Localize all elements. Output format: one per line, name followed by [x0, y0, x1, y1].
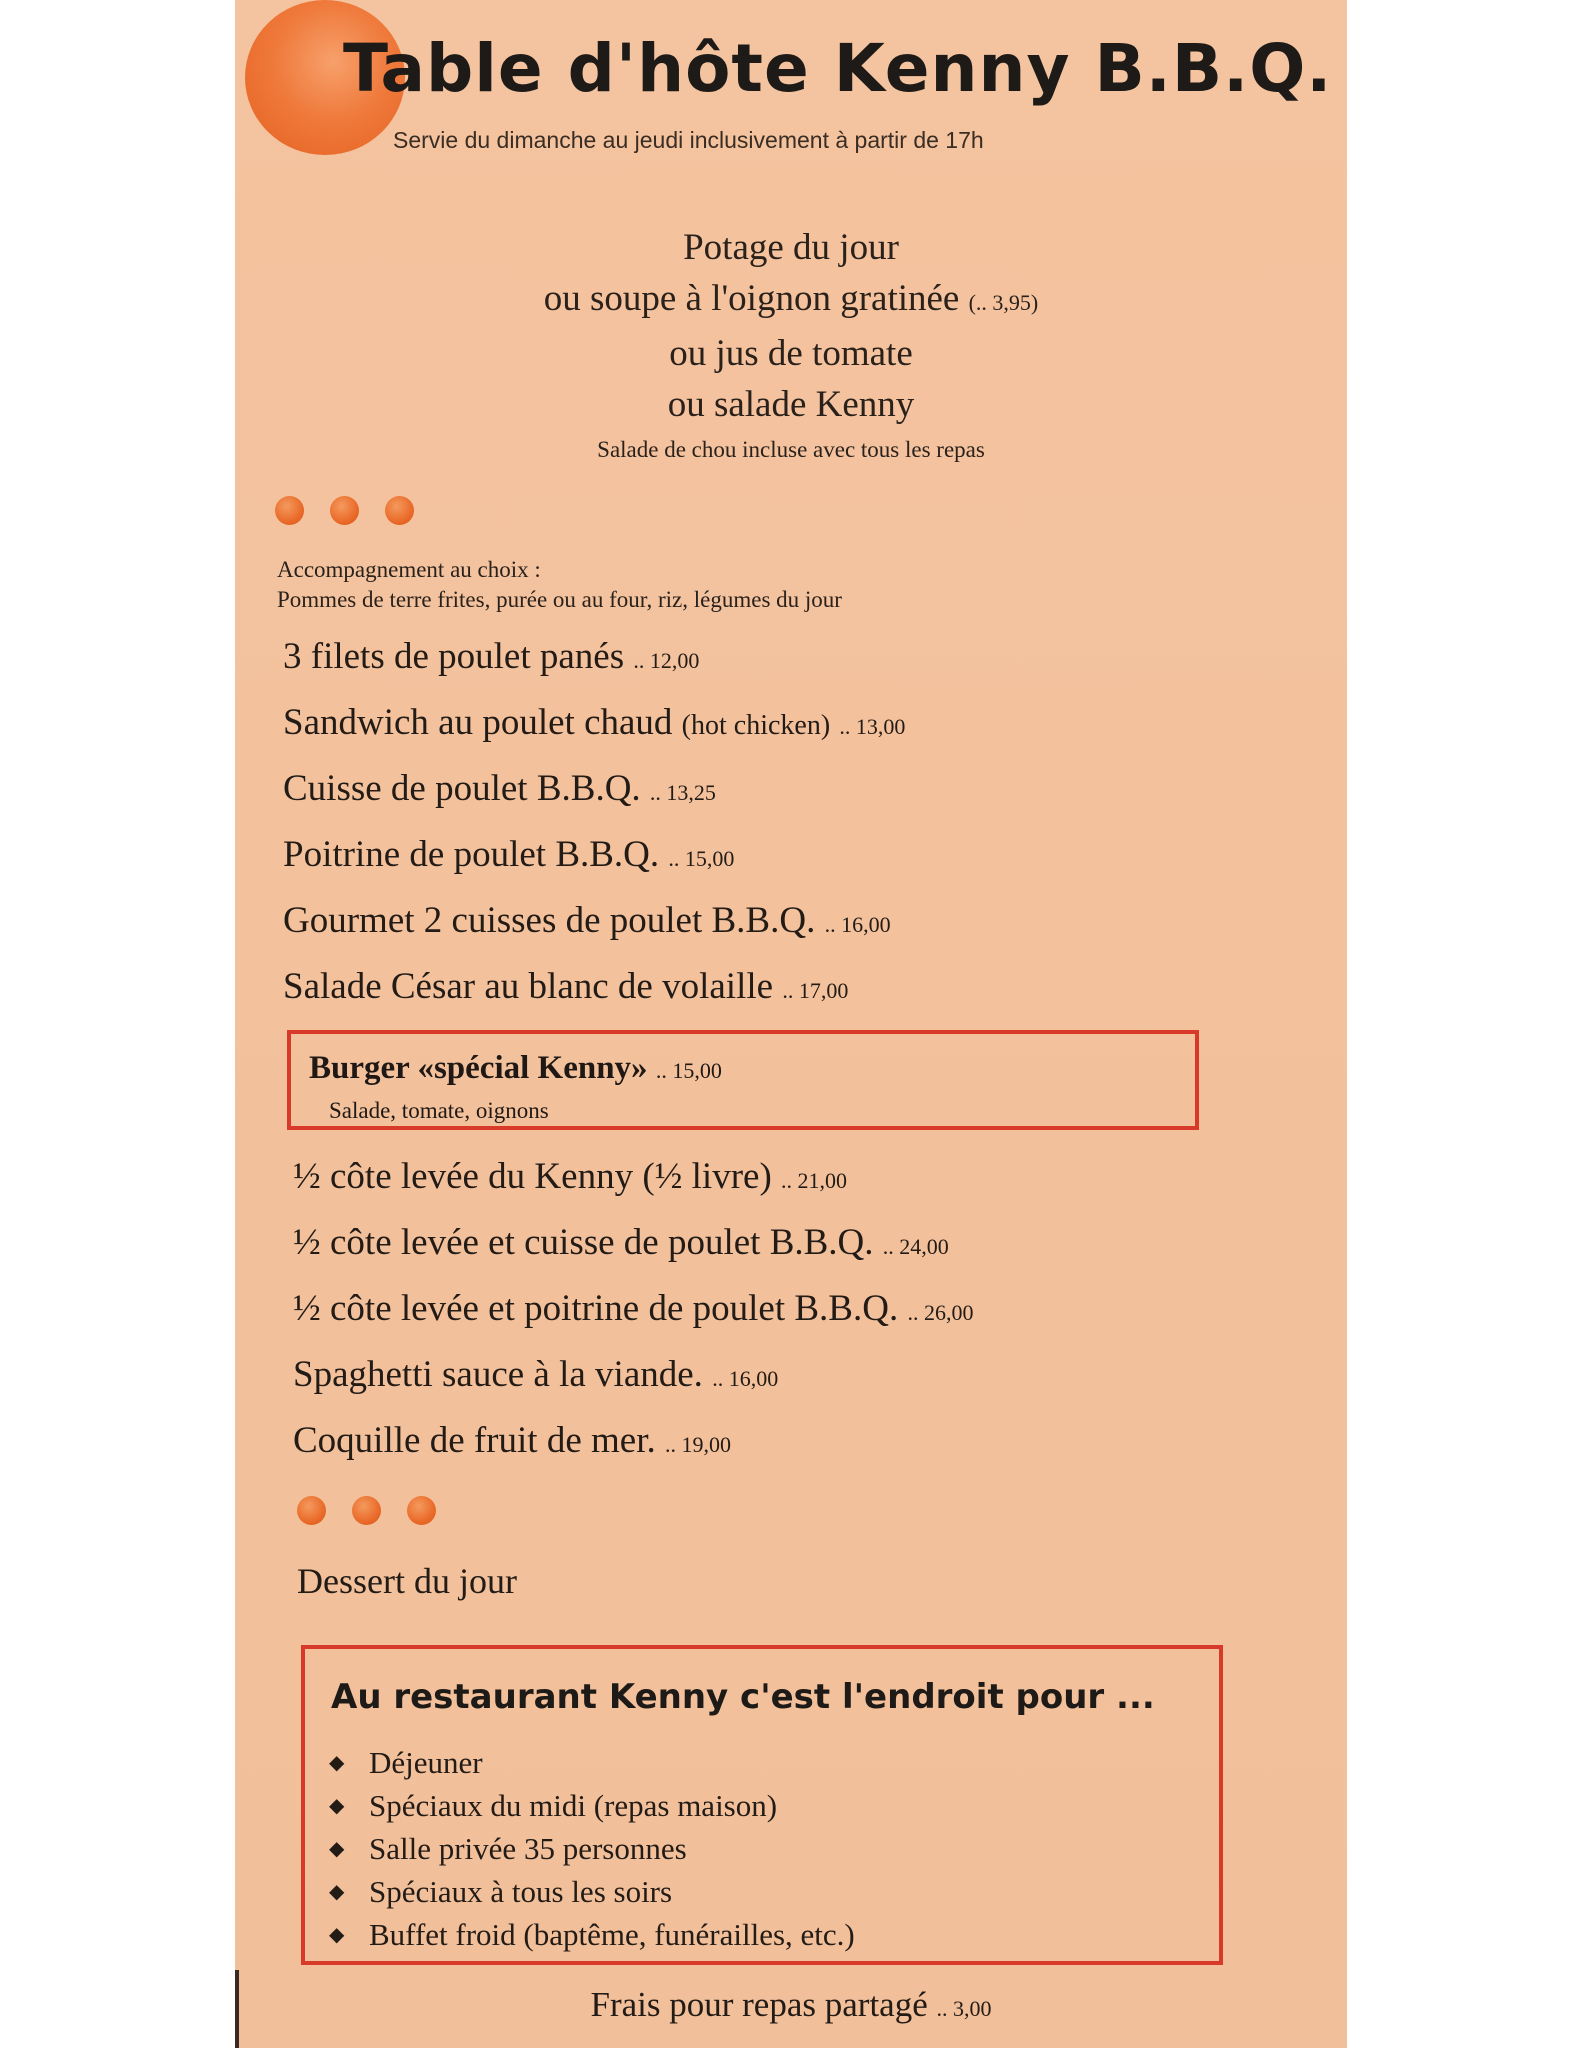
orange-dot-icon	[352, 1496, 381, 1525]
menu-title: Table d'hôte Kenny B.B.Q.	[343, 30, 1333, 107]
menu-item-price: .. 15,00	[668, 846, 735, 871]
promo-item-label: Spéciaux du midi (repas maison)	[369, 1788, 778, 1823]
burger-name: Burger «spécial Kenny»	[309, 1050, 648, 1086]
starter-item	[235, 328, 1347, 379]
diamond-bullet-icon: ◆	[329, 1752, 345, 1774]
menu-item	[293, 1155, 973, 1221]
promo-item-label: Spéciaux à tous les soirs	[369, 1874, 673, 1909]
starter-note: Salade de chou incluse avec tous les repas	[597, 437, 985, 462]
sides-section	[277, 555, 842, 615]
promo-item-label: Déjeuner	[369, 1745, 483, 1780]
starters-section	[235, 222, 1347, 470]
orange-dot-icon	[275, 496, 304, 525]
diamond-bullet-icon: ◆	[329, 1924, 345, 1946]
menu-item-name: Gourmet 2 cuisses de poulet B.B.Q.	[283, 900, 816, 941]
burger-description: Salade, tomate, oignons	[329, 1098, 549, 1123]
promo-item-label: Salle privée 35 personnes	[369, 1831, 687, 1866]
diamond-bullet-icon: ◆	[329, 1795, 345, 1817]
menu-item-price: .. 17,00	[782, 978, 849, 1003]
starter-name: ou jus de tomate	[669, 333, 913, 374]
diamond-bullet-icon: ◆	[329, 1881, 345, 1903]
burger-title	[309, 1050, 722, 1087]
menu-item-price: .. 19,00	[664, 1432, 731, 1457]
footer-price: .. 3,00	[936, 1996, 992, 2021]
menu-item-price: .. 13,00	[839, 714, 906, 739]
menu-item-name: Cuisse de poulet B.B.Q.	[283, 768, 641, 809]
menu-item	[283, 965, 905, 1031]
menu-item	[293, 1221, 973, 1287]
mains-list	[283, 635, 905, 1031]
footer-text: Frais pour repas partagé	[590, 1985, 928, 2024]
menu-item-name: Coquille de fruit de mer.	[293, 1420, 656, 1461]
page-edge-shadow	[235, 1970, 239, 2048]
menu-item-price: .. 16,00	[824, 912, 891, 937]
menu-item-name: Spaghetti sauce à la viande.	[293, 1354, 703, 1395]
list-item	[329, 1874, 855, 1917]
menu-item-price: .. 13,25	[649, 780, 716, 805]
promo-list	[329, 1745, 855, 1960]
list-item	[329, 1788, 855, 1831]
menu-page	[235, 0, 1347, 2048]
footer-note	[235, 1985, 1347, 2025]
orange-dot-icon	[330, 496, 359, 525]
list-item	[329, 1917, 855, 1960]
starter-name: ou salade Kenny	[667, 384, 915, 425]
menu-item	[283, 767, 905, 833]
promo-heading: Au restaurant Kenny c'est l'endroit pour ...	[331, 1677, 1155, 1717]
menu-item-price: .. 26,00	[907, 1300, 974, 1325]
starter-name: ou soupe à l'oignon gratinée	[543, 278, 960, 319]
menu-item-name: ½ côte levée et poitrine de poulet B.B.Q.	[293, 1288, 899, 1329]
starter-name: Potage du jour	[683, 227, 899, 268]
orange-dot-icon	[297, 1496, 326, 1525]
starter-item	[235, 273, 1347, 328]
separator-dots	[275, 496, 414, 525]
menu-item	[283, 701, 905, 767]
starter-item	[235, 222, 1347, 273]
menu-item-name: Salade César au blanc de volaille	[283, 966, 774, 1007]
sides-options: Pommes de terre frites, purée ou au four, riz, légumes du jour	[277, 587, 842, 612]
menu-item-name: 3 filets de poulet panés	[283, 636, 625, 677]
burger-price: .. 15,00	[655, 1058, 722, 1083]
menu-item-price: .. 12,00	[633, 648, 700, 673]
menu-item-price: .. 24,00	[882, 1234, 949, 1259]
promo-item-label: Buffet froid (baptême, funérailles, etc.)	[369, 1917, 855, 1952]
diamond-bullet-icon: ◆	[329, 1838, 345, 1860]
burger-special-box	[287, 1030, 1199, 1130]
menu-item-price: .. 16,00	[712, 1366, 779, 1391]
more-mains-list	[293, 1155, 973, 1485]
menu-item-name: ½ côte levée et cuisse de poulet B.B.Q.	[293, 1222, 874, 1263]
menu-item-name: ½ côte levée du Kenny (½ livre)	[293, 1156, 772, 1197]
list-item	[329, 1831, 855, 1874]
orange-dot-icon	[385, 496, 414, 525]
menu-item-price: .. 21,00	[781, 1168, 848, 1193]
menu-subtitle: Servie du dimanche au jeudi inclusivement à partir de 17h	[393, 127, 984, 153]
promo-box	[301, 1645, 1223, 1965]
menu-item	[283, 899, 905, 965]
separator-dots	[297, 1496, 436, 1525]
sides-heading: Accompagnement au choix :	[277, 557, 541, 582]
menu-item	[283, 833, 905, 899]
menu-item-name: Poitrine de poulet B.B.Q.	[283, 834, 660, 875]
starter-item	[235, 379, 1347, 430]
starter-price: (.. 3,95)	[968, 290, 1039, 315]
menu-item	[283, 635, 905, 701]
list-item	[329, 1745, 855, 1788]
menu-item-name: Sandwich au poulet chaud	[283, 702, 673, 743]
menu-item	[293, 1353, 973, 1419]
menu-item	[293, 1287, 973, 1353]
dessert-item: Dessert du jour	[297, 1561, 517, 1601]
menu-item	[293, 1419, 973, 1485]
menu-item-note: (hot chicken)	[681, 710, 831, 741]
orange-dot-icon	[407, 1496, 436, 1525]
